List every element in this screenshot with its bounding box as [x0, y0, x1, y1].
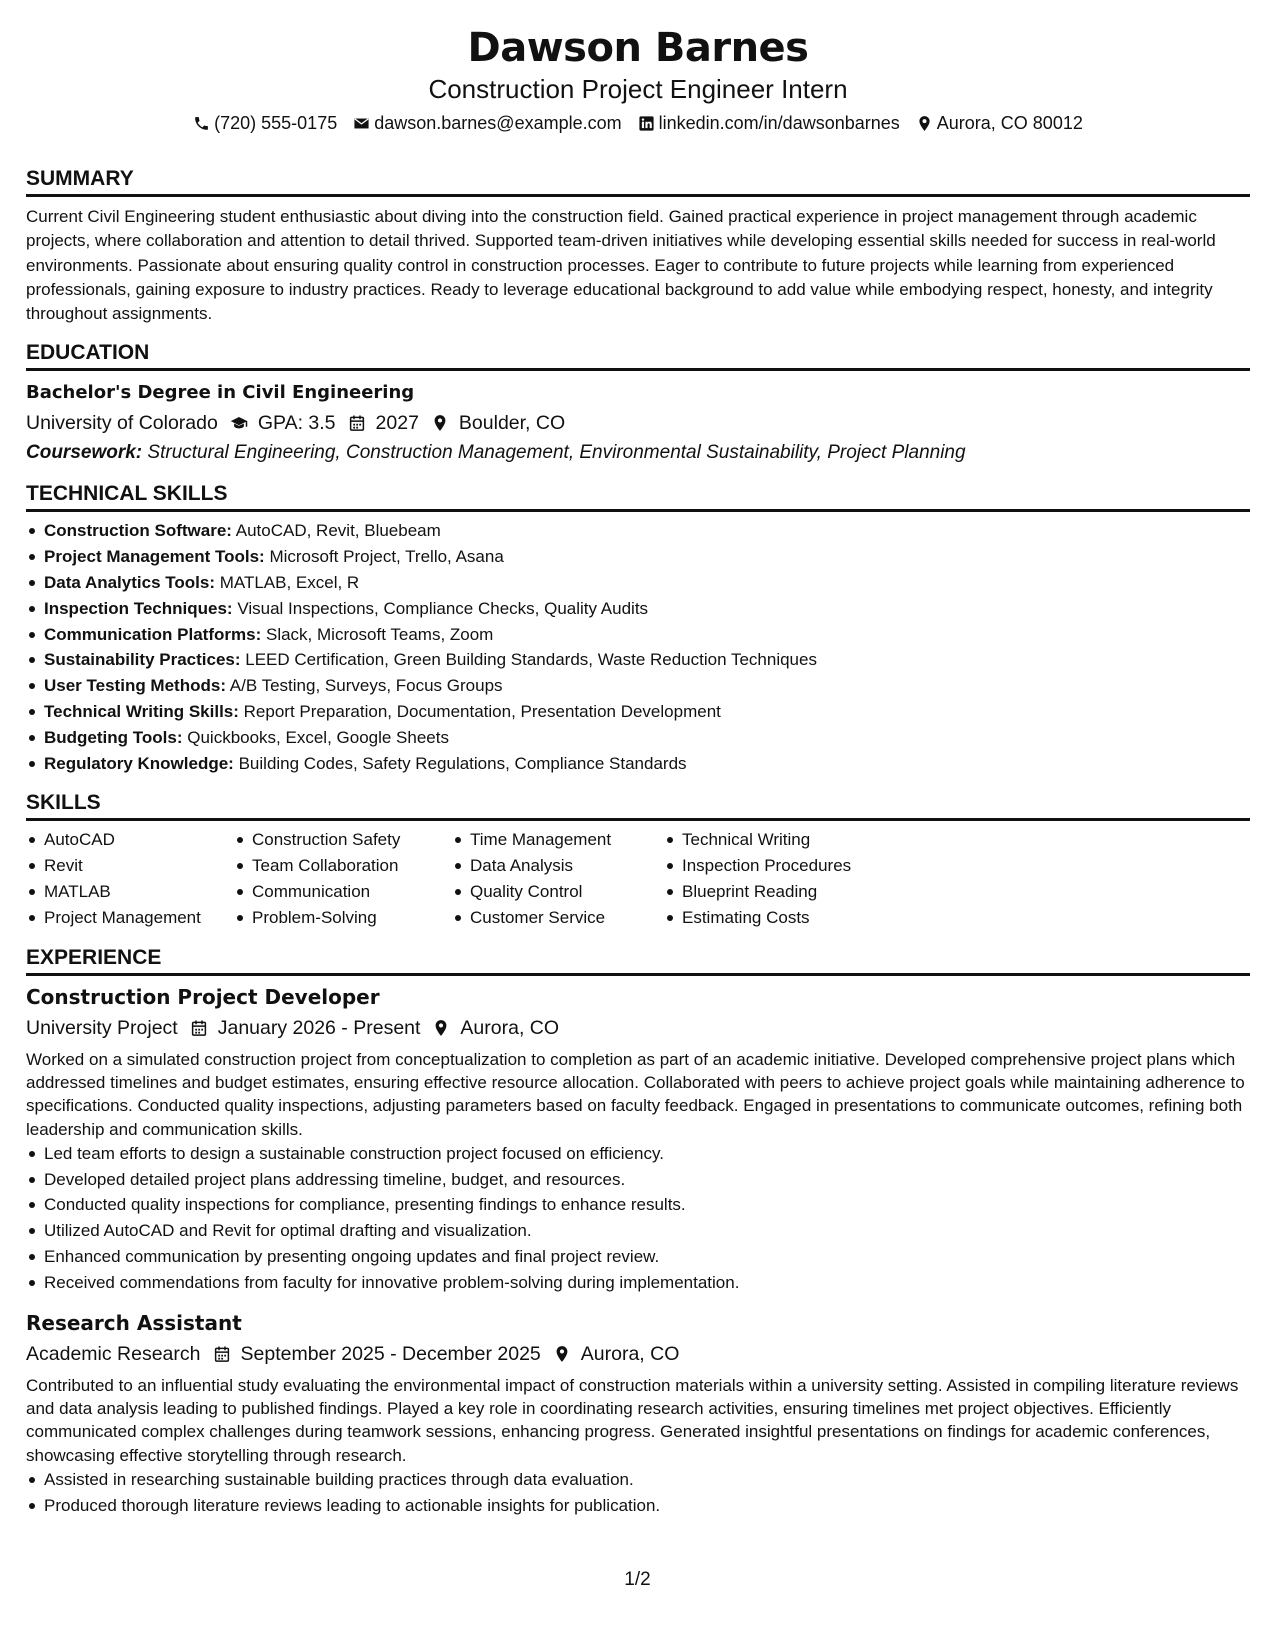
job-title-headline: Construction Project Engineer Intern: [428, 74, 848, 104]
skill-category: Data Analytics Tools:: [44, 573, 215, 593]
technical-skills-list: [26, 518, 1250, 776]
summary-text: Current Civil Engineering student enthusiastic about diving into the construction field. Gained practical experience in project management through academic projects, where collaboration and attention to detail thrived. Supported team-driven initiatives while developing essential skills needed for success in real-world environments. Passionate about ensuring quality control in construction processes. Eager to contribute to future projects while learning from experienced professionals, gaining exposure to industry practices. Ready to leverage educational background to add value while embodying respect, honesty, and integrity throughout assignments.: [26, 207, 1216, 324]
list-item: MATLAB: [44, 879, 234, 905]
list-item: [44, 544, 1250, 570]
list-item: [44, 725, 1250, 751]
job-description: Contributed to an influential study evaluating the environmental impact of construction materials within a university setting. Assisted in compiling literature reviews and data analysis leading to published findings. Played a key role in coordinating research activities, ensuring timelines met project objectives. Efficiently communicated complex challenges during teamwork sessions, enhancing progress. Generated insightful presentations on findings for academic conferences, showcasing effective storytelling through research.: [26, 1375, 1239, 1465]
skill-category: Construction Software:: [44, 521, 232, 541]
list-item: Project Management: [44, 905, 234, 931]
education-heading: EDUCATION: [26, 340, 1250, 371]
school-location: Boulder, CO: [458, 412, 566, 435]
list-item: [44, 699, 1250, 725]
phone-text: (720) 555-0175: [214, 113, 338, 133]
contact-email[interactable]: [353, 112, 621, 134]
list-item: Construction Safety: [252, 827, 452, 853]
list-item: Technical Writing: [682, 827, 922, 853]
graduation-cap-icon: [230, 414, 248, 432]
job-org: Academic Research: [26, 1342, 201, 1365]
list-item: Utilized AutoCAD and Revit for optimal drafting and visualization.: [44, 1218, 1250, 1244]
list-item: Produced thorough literature reviews leading to actionable insights for publication.: [44, 1493, 1250, 1519]
calendar-icon: [213, 1345, 231, 1363]
candidate-name: Dawson Barnes: [467, 25, 809, 71]
job-title: Research Assistant: [26, 1310, 242, 1335]
list-item: Problem-Solving: [252, 905, 452, 931]
list-item: Estimating Costs: [682, 905, 922, 931]
list-item: Time Management: [470, 827, 664, 853]
list-item: Blueprint Reading: [682, 879, 922, 905]
skill-values: Visual Inspections, Compliance Checks, Quality Audits: [237, 598, 649, 618]
envelope-icon: [353, 115, 370, 132]
list-item: [44, 751, 1250, 777]
skills-column: [452, 827, 664, 930]
job-location: Aurora, CO: [460, 1016, 560, 1039]
job-meta: [26, 1340, 1250, 1368]
list-item: Data Analysis: [470, 853, 664, 879]
summary-heading: SUMMARY: [26, 166, 1250, 197]
list-item: Team Collaboration: [252, 853, 452, 879]
job-bullets: [26, 1467, 1250, 1519]
skills-column: [234, 827, 452, 930]
skill-values: AutoCAD, Revit, Bluebeam: [235, 521, 441, 541]
list-item: Quality Control: [470, 879, 664, 905]
job-location: Aurora, CO: [580, 1342, 680, 1365]
list-item: Enhanced communication by presenting ongoing updates and final project review.: [44, 1244, 1250, 1270]
job-bullets: [26, 1141, 1250, 1296]
list-item: [44, 622, 1250, 648]
job-title: Construction Project Developer: [26, 984, 380, 1009]
skill-values: MATLAB, Excel, R: [219, 573, 360, 593]
phone-icon: [193, 115, 210, 132]
skill-values: LEED Certification, Green Building Standards, Waste Reduction Techniques: [245, 650, 817, 670]
map-pin-icon: [916, 115, 933, 132]
skill-values: Slack, Microsoft Teams, Zoom: [265, 624, 494, 644]
calendar-icon: [348, 414, 366, 432]
list-item: [44, 673, 1250, 699]
education-meta: [26, 409, 1250, 437]
gpa-text: GPA: 3.5: [257, 412, 336, 435]
list-item: Conducted quality inspections for compliance, presenting findings to enhance results.: [44, 1192, 1250, 1218]
skill-values: Microsoft Project, Trello, Asana: [269, 547, 504, 567]
list-item: Assisted in researching sustainable building practices through data evaluation.: [44, 1467, 1250, 1493]
skill-category: Project Management Tools:: [44, 547, 265, 567]
list-item: Revit: [44, 853, 234, 879]
list-item: [44, 570, 1250, 596]
list-item: Developed detailed project plans addressing timeline, budget, and resources.: [44, 1167, 1250, 1193]
school-name: University of Colorado: [26, 412, 218, 435]
linkedin-icon: [638, 115, 655, 132]
skills-heading: SKILLS: [26, 790, 1250, 821]
skills-column: [664, 827, 922, 930]
skill-category: Communication Platforms:: [44, 624, 262, 644]
map-pin-icon: [553, 1345, 571, 1363]
map-pin-icon: [432, 1019, 450, 1037]
location-text: Aurora, CO 80012: [936, 113, 1083, 133]
coursework-label: Coursework:: [26, 442, 143, 464]
contact-bar: [26, 112, 1250, 134]
graduation-year: 2027: [375, 412, 419, 435]
contact-location: [916, 112, 1083, 134]
list-item: [44, 518, 1250, 544]
linkedin-text: linkedin.com/in/dawsonbarnes: [658, 113, 900, 133]
skills-column: [26, 827, 234, 930]
skill-category: Budgeting Tools:: [44, 727, 183, 747]
list-item: Received commendations from faculty for innovative problem-solving during implementation.: [44, 1270, 1250, 1296]
technical-skills-heading: TECHNICAL SKILLS: [26, 481, 1250, 512]
skill-values: Quickbooks, Excel, Google Sheets: [187, 727, 449, 747]
list-item: AutoCAD: [44, 827, 234, 853]
job-description: Worked on a simulated construction project from conceptualization to completion as part of an academic initiative. Developed comprehensive project plans which addressed timelines and budget estimates, ensuring effective resource allocation. Collaborated with peers to achieve project goals while maintaining adherence to specifications. Conducted quality inspections, adjusting parameters based on faculty feedback. Engaged in presentations to communicate outcomes, refining both leadership and communication skills.: [26, 1049, 1245, 1139]
map-pin-icon: [431, 414, 449, 432]
list-item: Communication: [252, 879, 452, 905]
coursework-line: [26, 439, 1250, 467]
calendar-icon: [190, 1019, 208, 1037]
skill-category: Sustainability Practices:: [44, 650, 241, 670]
skill-category: Inspection Techniques:: [44, 598, 233, 618]
job-dates: September 2025 - December 2025: [240, 1342, 541, 1365]
skills-grid: [26, 827, 1250, 930]
contact-phone[interactable]: [193, 112, 337, 134]
list-item: [44, 647, 1250, 673]
contact-linkedin[interactable]: [638, 112, 900, 134]
skill-values: A/B Testing, Surveys, Focus Groups: [229, 676, 503, 696]
job-dates: January 2026 - Present: [217, 1016, 421, 1039]
degree-title: Bachelor's Degree in Civil Engineering: [26, 382, 415, 404]
page-number: 1/2: [624, 1569, 651, 1590]
resume-page: [26, 0, 1250, 1518]
email-text: dawson.barnes@example.com: [374, 113, 622, 133]
skill-values: Report Preparation, Documentation, Presentation Development: [243, 702, 721, 722]
skill-category: Regulatory Knowledge:: [44, 753, 234, 773]
coursework-list: Structural Engineering, Construction Management, Environmental Sustainability, Project Planning: [147, 442, 966, 464]
skill-category: Technical Writing Skills:: [44, 702, 239, 722]
list-item: [44, 596, 1250, 622]
skill-category: User Testing Methods:: [44, 676, 226, 696]
experience-heading: EXPERIENCE: [26, 945, 1250, 976]
list-item: Led team efforts to design a sustainable construction project focused on efficiency.: [44, 1141, 1250, 1167]
list-item: Customer Service: [470, 905, 664, 931]
skill-values: Building Codes, Safety Regulations, Compliance Standards: [238, 753, 687, 773]
job-meta: [26, 1014, 1250, 1042]
job-org: University Project: [26, 1016, 178, 1039]
list-item: Inspection Procedures: [682, 853, 922, 879]
